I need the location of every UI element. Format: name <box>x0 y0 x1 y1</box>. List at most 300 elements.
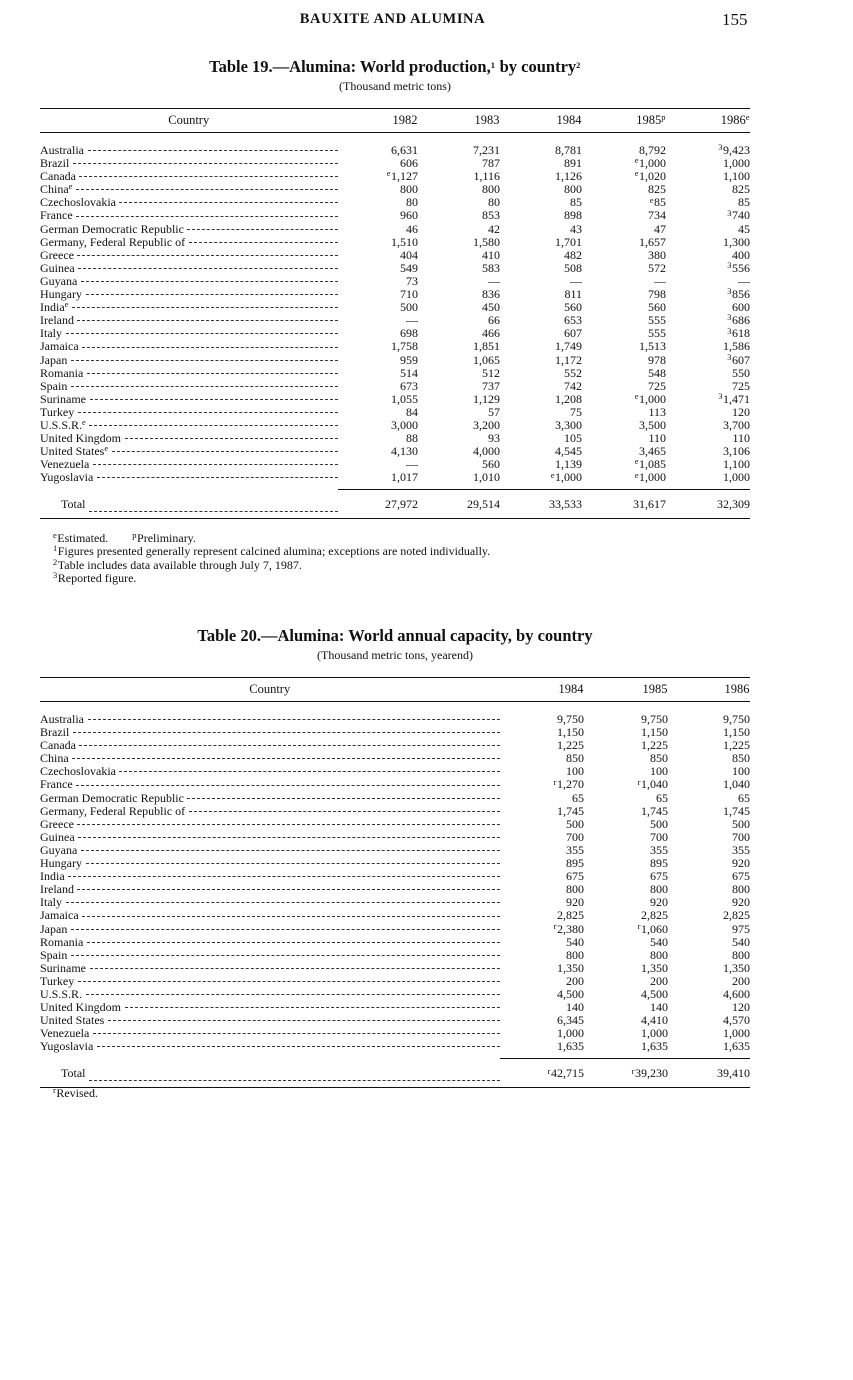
dot-leader <box>90 399 339 400</box>
country-name-text: United Kingdom <box>40 432 121 446</box>
country-cell <box>40 844 500 857</box>
country-name-text: Guyana <box>40 843 78 857</box>
dot-leader <box>78 268 338 269</box>
cell-value: 1,758 <box>391 339 418 354</box>
dot-leader <box>79 176 338 177</box>
country-cell <box>40 1001 500 1014</box>
cell-value: 895 <box>566 856 584 871</box>
country-cell <box>40 752 500 765</box>
cell-value: 9,750 <box>557 712 584 726</box>
country-name-text: Brazil <box>40 726 70 740</box>
cell-value: 140 <box>566 1000 584 1015</box>
dot-leader <box>87 942 500 943</box>
country-name <box>40 713 85 726</box>
country-cell <box>40 432 338 445</box>
running-head <box>0 11 853 31</box>
cell-value: 1,139 <box>555 457 582 472</box>
cell-value: 975 <box>732 921 750 936</box>
cell-value: 618 <box>732 326 750 341</box>
cell-value: 450 <box>482 300 500 315</box>
country-name <box>40 419 86 432</box>
superscript-mark: 3 <box>718 390 723 401</box>
table-row <box>40 844 750 857</box>
cell-value: 1,172 <box>555 352 582 367</box>
country-name-text: Guyana <box>40 274 78 288</box>
dot-leader <box>90 968 501 969</box>
cell-value: 1,000 <box>639 470 666 485</box>
cell-value: 1,208 <box>555 391 582 406</box>
cell-value: 895 <box>650 856 668 871</box>
superscript-mark: r <box>631 1065 635 1076</box>
cell-value: 1,000 <box>723 1026 750 1041</box>
cell-value: 105 <box>564 431 582 446</box>
country-name <box>40 883 74 896</box>
country-name <box>40 249 74 262</box>
country-cell <box>40 144 338 157</box>
cell-value: 920 <box>732 856 750 871</box>
country-label <box>40 367 338 380</box>
cell-value: 8,792 <box>639 143 666 157</box>
cell-value: 1,055 <box>391 391 418 406</box>
country-label <box>40 445 338 458</box>
dot-leader <box>76 189 338 190</box>
country-cell <box>40 157 338 170</box>
total-value-cell <box>338 490 418 519</box>
table-row <box>40 1040 750 1053</box>
country-cell <box>40 792 500 805</box>
cell-value: — <box>488 273 500 288</box>
cell-value: 1,000 <box>641 1026 668 1041</box>
cell-value: — <box>654 273 666 288</box>
cell-value: 920 <box>650 895 668 910</box>
cell-value: 355 <box>732 842 750 857</box>
dot-leader <box>88 150 339 151</box>
country-cell <box>40 805 500 818</box>
country-label <box>40 909 500 922</box>
cell-value: 1,150 <box>557 725 584 740</box>
country-cell <box>40 949 500 962</box>
table-row <box>40 209 750 222</box>
footnote-mark: e <box>53 530 57 541</box>
country-cell <box>40 975 500 988</box>
table-row <box>40 262 750 275</box>
table-row <box>40 805 750 818</box>
cell-value: 27,972 <box>385 497 418 512</box>
column-header-text: Country <box>249 682 291 696</box>
country-name-text: U.S.S.R. <box>40 418 83 432</box>
country-name <box>40 288 83 301</box>
column-header-country <box>40 109 338 133</box>
table-row <box>40 170 750 183</box>
superscript-mark: 3 <box>727 260 732 271</box>
cell-value: 2,825 <box>723 908 750 923</box>
country-name-text: United Kingdom <box>40 1001 121 1015</box>
country-name-text: Hungary <box>40 857 82 871</box>
value-cell <box>584 1040 668 1053</box>
dot-leader <box>78 412 338 413</box>
column-header-year <box>500 109 582 133</box>
cell-value: 200 <box>566 973 584 988</box>
country-name-text: Jamaica <box>40 340 79 354</box>
country-name <box>40 367 84 380</box>
cell-value: 39,230 <box>635 1066 668 1081</box>
cell-value: 6,345 <box>557 1013 584 1028</box>
country-name-text: Germany, Federal Republic of <box>40 235 186 249</box>
dot-leader <box>112 451 338 452</box>
cell-value: 508 <box>564 260 582 275</box>
cell-value: 800 <box>732 882 750 897</box>
cell-value: 798 <box>648 287 666 302</box>
cell-value: 3,700 <box>723 417 750 432</box>
cell-value: 700 <box>650 829 668 844</box>
cell-value: 850 <box>650 751 668 766</box>
cell-value: 607 <box>564 326 582 341</box>
cell-value: 556 <box>732 260 750 275</box>
superscript-mark: r <box>553 776 557 787</box>
page-number: 155 <box>722 10 748 29</box>
cell-value: 80 <box>488 195 500 210</box>
dot-leader <box>79 745 500 746</box>
country-label <box>40 923 500 936</box>
dot-leader <box>82 916 500 917</box>
country-label <box>40 752 500 765</box>
cell-value: 113 <box>648 404 666 419</box>
cell-value: 514 <box>400 365 418 380</box>
cell-value: 1,749 <box>555 339 582 354</box>
column-header-text: 1986 <box>724 682 750 696</box>
cell-value: 9,750 <box>723 712 750 726</box>
country-cell <box>40 726 500 739</box>
cell-value: 1,513 <box>639 339 666 354</box>
table-20-subtitle: (Thousand metric tons, yearend) <box>317 648 473 662</box>
country-name <box>40 236 186 249</box>
dot-leader <box>89 1080 500 1081</box>
country-label <box>40 458 338 471</box>
country-label <box>40 393 338 406</box>
table-row <box>40 739 750 752</box>
cell-value: 29,514 <box>467 497 500 512</box>
table-20-title: Table 20.—Alumina: World annual capacity, by country <box>197 626 593 645</box>
cell-value: 85 <box>738 195 750 210</box>
superscript-mark: 3 <box>727 312 732 323</box>
country-label <box>40 896 500 909</box>
country-name-text: United States <box>40 1014 105 1028</box>
cell-value: 110 <box>732 431 750 446</box>
footnote-text: Revised. <box>56 1086 99 1100</box>
country-label <box>40 883 500 896</box>
cell-value: — <box>406 313 418 328</box>
country-name <box>40 327 63 340</box>
cell-value: 1,126 <box>555 169 582 184</box>
country-name <box>40 432 122 445</box>
country-label <box>40 380 338 393</box>
cell-value: 742 <box>564 378 582 393</box>
superscript-mark: e <box>649 194 654 205</box>
country-label <box>40 471 338 484</box>
table-bottom-rule <box>40 1087 750 1088</box>
table-bottom-rule <box>40 518 750 519</box>
cell-value: 4,500 <box>641 986 668 1001</box>
cell-value: 1,017 <box>391 470 418 485</box>
cell-value: 800 <box>732 947 750 962</box>
country-name <box>40 170 76 183</box>
footnote-mark: 3 <box>53 570 58 581</box>
country-label <box>40 406 338 419</box>
country-cell <box>40 196 338 209</box>
column-header-text: 1986 <box>720 113 746 127</box>
country-name <box>40 765 116 778</box>
country-label <box>40 975 500 988</box>
superscript-mark: r <box>547 1065 551 1076</box>
country-cell <box>40 249 338 262</box>
table-row <box>40 962 750 975</box>
cell-value: 825 <box>648 182 666 197</box>
country-name-text: Total <box>61 1066 86 1081</box>
dot-leader <box>72 307 338 308</box>
cell-value: 740 <box>732 208 750 223</box>
country-cell <box>40 170 338 183</box>
country-label <box>40 805 500 818</box>
running-title: BAUXITE AND ALUMINA <box>299 11 486 27</box>
country-cell <box>40 419 338 432</box>
country-cell <box>40 367 338 380</box>
country-label <box>40 1040 500 1053</box>
cell-value: 600 <box>732 300 750 315</box>
country-name <box>40 870 65 883</box>
cell-value: 1,350 <box>641 960 668 975</box>
country-name <box>40 936 84 949</box>
country-cell <box>40 445 338 458</box>
dot-leader <box>189 811 500 812</box>
superscript-mark: 3 <box>727 325 732 336</box>
country-name-text: Total <box>61 497 86 512</box>
country-label <box>40 962 500 975</box>
country-label <box>40 1027 500 1040</box>
table-row <box>40 870 750 883</box>
value-cell <box>668 1040 750 1053</box>
total-row <box>40 490 750 519</box>
cell-value: 675 <box>566 869 584 884</box>
cell-value: 856 <box>732 287 750 302</box>
cell-value: 800 <box>650 882 668 897</box>
country-name-text: India <box>40 301 65 315</box>
cell-value: 583 <box>482 260 500 275</box>
country-name <box>40 340 79 353</box>
country-cell <box>40 209 338 222</box>
cell-value: 45 <box>738 221 750 236</box>
table-row <box>40 288 750 301</box>
dot-leader <box>72 758 500 759</box>
country-name-text: U.S.S.R. <box>40 987 83 1001</box>
cell-value: 853 <box>482 208 500 223</box>
dot-leader <box>66 333 339 334</box>
cell-value: 1,150 <box>641 725 668 740</box>
country-label <box>40 739 500 752</box>
country-name-text: Greece <box>40 817 74 831</box>
country-cell <box>40 354 338 367</box>
dot-leader <box>119 771 500 772</box>
total-value-cell <box>584 1059 668 1088</box>
total-value-cell <box>500 1059 584 1088</box>
cell-value: 3,300 <box>555 417 582 432</box>
cell-value: 6,631 <box>391 143 418 157</box>
table-19 <box>40 108 750 519</box>
cell-value: 4,600 <box>723 986 750 1001</box>
cell-value: 811 <box>564 287 582 302</box>
table-row <box>40 752 750 765</box>
footnote <box>53 572 490 585</box>
cell-value: 725 <box>732 378 750 393</box>
cell-value: 1,701 <box>555 234 582 249</box>
country-name-text: France <box>40 209 73 223</box>
country-name-text: Yugoslavia <box>40 471 94 485</box>
column-header-text: 1984 <box>558 682 584 696</box>
cell-value: 404 <box>400 247 418 262</box>
cell-value: 4,000 <box>473 444 500 459</box>
cell-value: 710 <box>400 287 418 302</box>
cell-value: 540 <box>732 934 750 949</box>
dot-leader <box>82 347 338 348</box>
country-name-text: Jamaica <box>40 909 79 923</box>
cell-value: 1,745 <box>557 803 584 818</box>
footnote-mark: 1 <box>53 543 58 554</box>
cell-value: 1,510 <box>391 234 418 249</box>
cell-value: 3,200 <box>473 417 500 432</box>
country-label <box>40 236 338 249</box>
superscript-mark: e <box>634 456 639 467</box>
dot-leader <box>73 732 500 733</box>
country-name-text: China <box>40 752 69 766</box>
cell-value: 466 <box>482 326 500 341</box>
country-cell <box>40 223 338 236</box>
country-cell <box>40 909 500 922</box>
table-row <box>40 857 750 870</box>
cell-value: 1,040 <box>723 777 750 792</box>
country-name-text: Spain <box>40 948 68 962</box>
table-row <box>40 393 750 406</box>
footnote-text: Table includes data available through July 7, 1987. <box>57 557 302 572</box>
cell-value: 2,825 <box>641 908 668 923</box>
country-name <box>40 739 76 752</box>
country-mark: e <box>82 418 86 428</box>
country-label <box>40 988 500 1001</box>
cell-value: 1,100 <box>723 457 750 472</box>
country-name <box>40 406 75 419</box>
cell-value: 1,127 <box>391 169 418 184</box>
cell-value: 85 <box>654 195 666 210</box>
cell-value: 1,065 <box>473 352 500 367</box>
cell-value: 555 <box>648 313 666 328</box>
country-name-text: Romania <box>40 935 84 949</box>
country-cell <box>40 471 338 484</box>
column-header-year <box>584 678 668 702</box>
cell-value: 850 <box>566 751 584 766</box>
country-name-text: Yugoslavia <box>40 1040 94 1054</box>
country-name-text: Australia <box>40 144 84 157</box>
cell-value: 355 <box>566 842 584 857</box>
table-row <box>40 367 750 380</box>
dot-leader <box>73 163 338 164</box>
cell-value: 75 <box>570 404 582 419</box>
cell-value: 42,715 <box>551 1066 584 1081</box>
country-cell <box>40 262 338 275</box>
cell-value: 32,309 <box>717 497 750 512</box>
country-name <box>40 1014 105 1027</box>
country-label <box>40 223 338 236</box>
value-cell <box>500 1040 584 1053</box>
total-value-cell <box>666 490 750 519</box>
country-label <box>40 288 338 301</box>
cell-value: 653 <box>564 313 582 328</box>
dot-leader <box>77 320 338 321</box>
cell-value: 960 <box>400 208 418 223</box>
total-value-cell <box>418 490 500 519</box>
cell-value: 140 <box>650 1000 668 1015</box>
superscript-mark: e <box>550 469 555 480</box>
country-name-text: Suriname <box>40 961 86 975</box>
cell-value: 675 <box>650 869 668 884</box>
cell-value: 1,657 <box>639 234 666 249</box>
value-cell <box>418 471 500 484</box>
country-name <box>40 923 68 936</box>
cell-value: 3,500 <box>639 417 666 432</box>
cell-value: 85 <box>570 195 582 210</box>
cell-value: 4,500 <box>557 986 584 1001</box>
country-name <box>61 490 86 518</box>
cell-value: 9,423 <box>723 143 750 157</box>
cell-value: 80 <box>406 195 418 210</box>
cell-value: 8,781 <box>555 143 582 157</box>
column-header-mark: e <box>745 112 750 123</box>
country-label <box>40 354 338 367</box>
country-cell <box>40 923 500 936</box>
cell-value: 560 <box>564 300 582 315</box>
country-cell <box>40 870 500 883</box>
column-header-year <box>500 678 584 702</box>
table-row <box>40 183 750 196</box>
dot-leader <box>71 955 500 956</box>
superscript-mark: 3 <box>727 207 732 218</box>
country-label <box>40 327 338 340</box>
country-name-text: United States <box>40 445 105 459</box>
column-header-text: 1985 <box>642 682 668 696</box>
country-name-text: Venezuela <box>40 1027 90 1041</box>
country-name-text: France <box>40 778 73 792</box>
cell-value: 93 <box>488 431 500 446</box>
country-label <box>40 713 500 726</box>
column-header-year <box>338 109 418 133</box>
cell-value: 33,533 <box>549 497 582 512</box>
cell-value: 1,586 <box>723 339 750 354</box>
country-name <box>40 209 73 222</box>
cell-value: 4,130 <box>391 444 418 459</box>
country-name <box>61 1059 86 1087</box>
cell-value: 552 <box>564 365 582 380</box>
country-mark: e <box>68 183 73 192</box>
value-cell <box>500 471 582 484</box>
cell-value: 410 <box>482 247 500 262</box>
dot-leader <box>77 824 500 825</box>
cell-value: 548 <box>648 365 666 380</box>
country-cell <box>40 301 338 314</box>
dot-leader <box>125 438 339 439</box>
column-header-text: 1982 <box>392 113 418 127</box>
country-label <box>40 490 338 518</box>
cell-value: 400 <box>732 247 750 262</box>
country-name-text: Venezuela <box>40 458 90 472</box>
table-19-block <box>40 56 750 519</box>
footnote-mark: r <box>53 1085 56 1096</box>
